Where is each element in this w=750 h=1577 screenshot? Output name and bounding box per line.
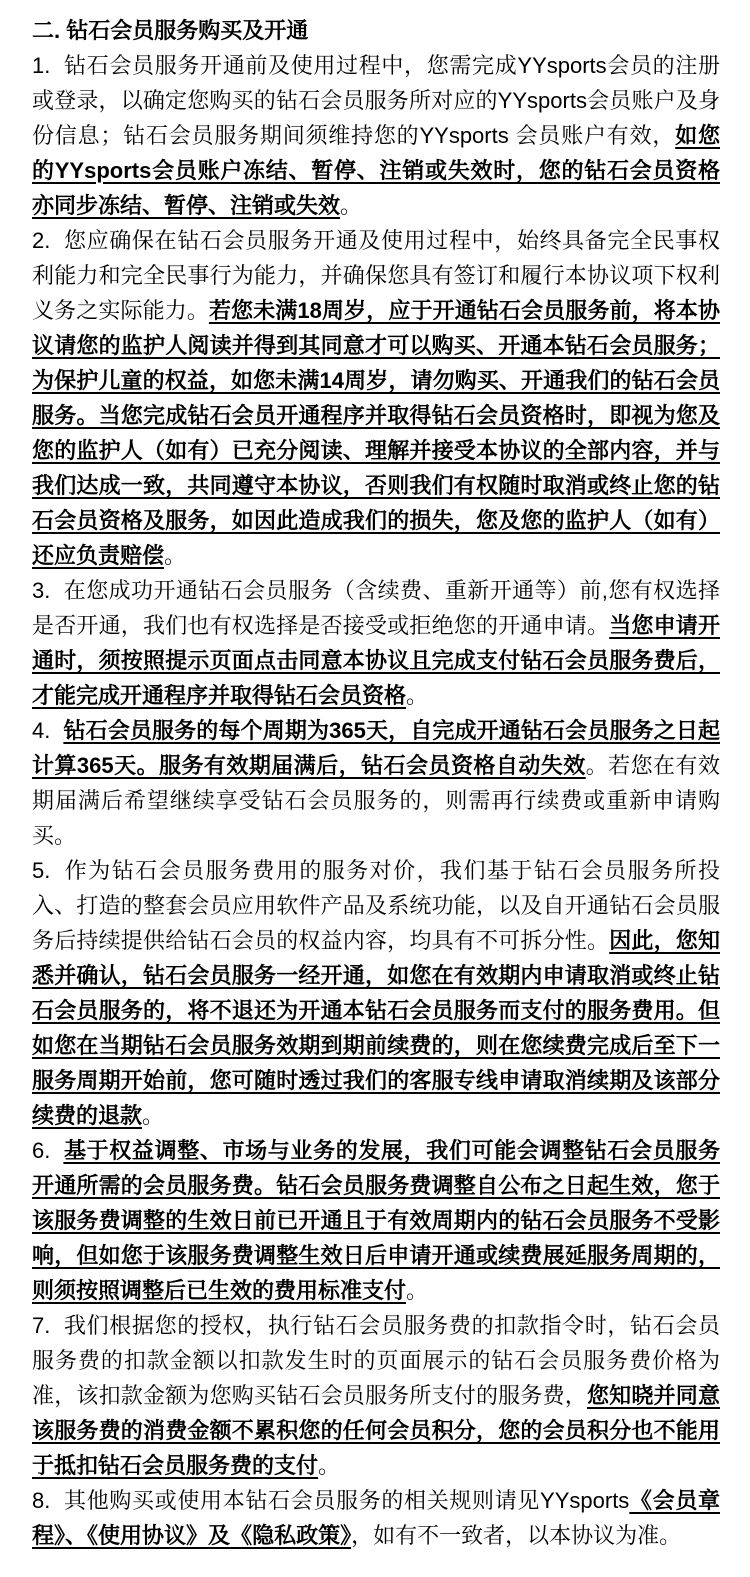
- terms-paragraph: [32, 48, 720, 223]
- emphasized-clause: 及: [208, 1523, 231, 1548]
- paragraph-number: 5.: [32, 858, 51, 883]
- paragraph-number: 2.: [32, 228, 51, 253]
- emphasized-clause: 、: [65, 1523, 88, 1548]
- clause: 。: [164, 543, 187, 568]
- terms-paragraph: [32, 223, 720, 573]
- terms-paragraph: [32, 573, 720, 713]
- paragraph-number: 4.: [32, 718, 51, 743]
- section-heading: 二. 钻石会员服务购买及开通: [32, 18, 309, 43]
- clause: 我们根据您的授权，执行钻石会员服务费的扣款指令时，钻石会员服务费的扣款金额以扣款发生时的页面展示的钻石会员服务费价格为准，该扣款金额为您购买钻石会员服务所支付的服务费，: [32, 1313, 720, 1408]
- clause: 。: [142, 1103, 165, 1128]
- emphasized-clause: 若您未满18周岁，应于开通钻石会员服务前，将本协议请您的监护人阅读并得到其同意才可以购买、开通本钻石会员服务；为保护儿童的权益，如您未满14周岁，请勿购买、开通我们的钻石会员服务。当您完成钻石会员开通程序并取得钻石会员资格时，即视为您及您的监护人（如有）已充分阅读、理解并接受本协议的全部内容，并与我们达成一致，共同遵守本协议，否则我们有权随时取消或终止您的钻石会员资格及服务，如因此造成我们的损失，您及您的监护人（如有）还应负责赔偿: [32, 298, 720, 568]
- terms-paragraph: [32, 1483, 720, 1553]
- clause: 。: [340, 193, 363, 218]
- link-membership-charter[interactable]: 《会员章程》: [32, 1488, 720, 1548]
- emphasized-clause: 钻石会员服务的每个周期为365天，自完成开通钻石会员服务之日起计算365天。服务有效期届满后，钻石会员资格自动失效: [32, 718, 720, 778]
- emphasized-clause: 当您申请开通时，须按照提示页面点击同意本协议且完成支付钻石会员服务费后，才能完成开通程序并取得钻石会员资格: [32, 613, 720, 708]
- emphasized-clause: 因此，您知悉并确认，钻石会员服务一经开通，如您在有效期内申请取消或终止钻石会员服务的，将不退还为开通本钻石会员服务而支付的服务费用。但如您在当期钻石会员服务效期到期前续费的，则在您续费完成后至下一服务周期开始前，您可随时透过我们的客服专线申请取消续期及该部分续费的退款: [32, 928, 720, 1128]
- terms-paragraph: [32, 1133, 720, 1308]
- clause: 其他购买或使用本钻石会员服务的相关规则请见YYsports: [63, 1488, 630, 1513]
- paragraph-number: 7.: [32, 1313, 51, 1338]
- emphasized-clause: 如您的YYsports会员账户冻结、暂停、注销或失效时，您的钻石会员资格亦同步冻结、暂停、注销或失效: [32, 123, 720, 218]
- emphasized-clause: 您知晓并同意该服务费的消费金额不累积您的任何会员积分，您的会员积分也不能用于抵扣钻石会员服务费的支付: [32, 1383, 720, 1478]
- clause: 。: [318, 1453, 341, 1478]
- terms-paragraph: [32, 1308, 720, 1483]
- clause: ，如有不一致者，以本协议为准。: [351, 1523, 682, 1548]
- paragraph-number: 8.: [32, 1488, 51, 1513]
- paragraph-number: 1.: [32, 53, 51, 78]
- clause: 作为钻石会员服务费用的服务对价，我们基于钻石会员服务所投入、打造的整套会员应用软件产品及系统功能，以及自开通钻石会员服务后持续提供给钻石会员的权益内容，均具有不可拆分性。: [32, 858, 720, 953]
- clause: 。: [406, 1278, 429, 1303]
- link-terms-of-use[interactable]: 《使用协议》: [87, 1523, 209, 1548]
- terms-paragraph: [32, 853, 720, 1133]
- emphasized-clause: 基于权益调整、市场与业务的发展，我们可能会调整钻石会员服务开通所需的会员服务费。钻石会员服务费调整自公布之日起生效，您于该服务费调整的生效日前已开通且于有效周期内的钻石会员服务不受影响，但如您于该服务费调整生效日后申请开通或续费展延服务周期的，则须按照调整后已生效的费用标准支付: [32, 1138, 720, 1303]
- terms-paragraph: [32, 713, 720, 853]
- paragraph-number: 6.: [32, 1138, 51, 1163]
- paragraph-number: 3.: [32, 578, 51, 603]
- link-privacy-policy[interactable]: 《隐私政策》: [230, 1523, 352, 1548]
- clause: 。若您在有效期届满后希望继续享受钻石会员服务的，则需再行续费或重新申请购买。: [32, 753, 720, 848]
- clause: 钻石会员服务开通前及使用过程中，您需完成YYsports会员的注册或登录，以确定您购买的钻石会员服务所对应的YYsports会员账户及身份信息；钻石会员服务期间须维持您的YYsports 会员账户有效，: [32, 53, 720, 148]
- clause: 。: [406, 683, 429, 708]
- clause: 在您成功开通钻石会员服务（含续费、重新开通等）前,您有权选择是否开通，我们也有权选择是否接受或拒绝您的开通申请。: [32, 578, 720, 638]
- terms-body: [32, 48, 720, 1553]
- clause: 您应确保在钻石会员服务开通及使用过程中，始终具备完全民事权利能力和完全民事行为能力，并确保您具有签订和履行本协议项下权利义务之实际能力。: [32, 228, 720, 323]
